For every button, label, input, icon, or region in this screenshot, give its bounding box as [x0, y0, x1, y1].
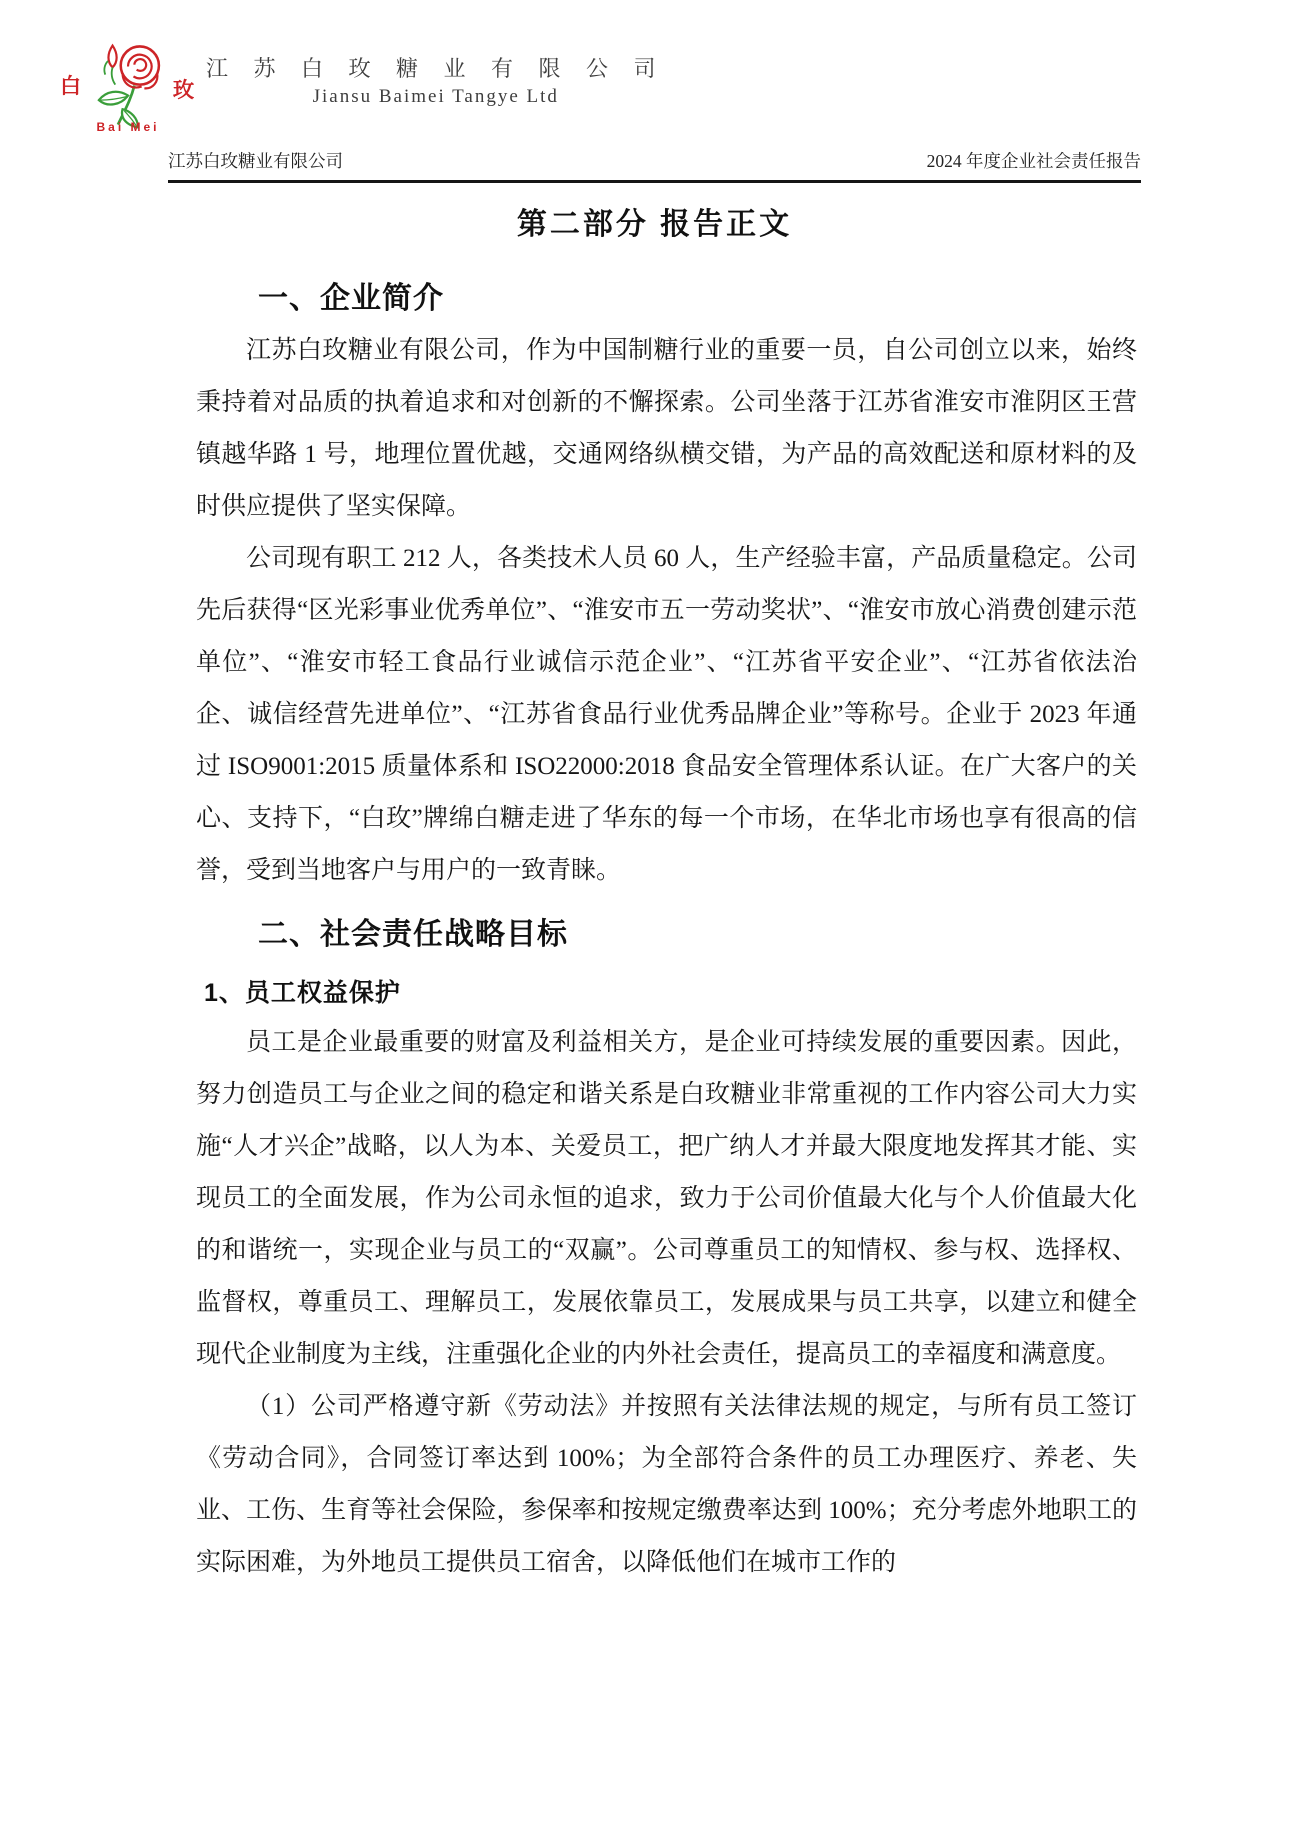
- rose-logo: [60, 38, 196, 134]
- section1-paragraph-2: 公司现有职工 212 人，各类技术人员 60 人，生产经验丰富，产品质量稳定。公司先后获得“区光彩事业优秀单位”、“淮安市五一劳动奖状”、“淮安市放心消费创建示范单位”、“淮安市轻工食品行业诚信示范企业”、“江苏省平安企业”、“江苏省依法治企、诚信经营先进单位”、“江苏省食品行业优秀品牌企业”等称号。企业于 2023 年通过 ISO9001:2015 质量体系和 ISO22000:2018 食品安全管理体系认证。在广大客户的关心、支持下，“白玫”牌绵白糖走进了华东的每一个市场，在华北市场也享有很高的信誉，受到当地客户与用户的一致青睐。: [196, 545, 1137, 884]
- company-name-cn: 江 苏 白 玫 糖 业 有 限 公 司: [206, 56, 666, 81]
- logo-char-bai: 白: [60, 74, 81, 98]
- company-name-en: Jiansu Baimei Tangye Ltd: [312, 86, 559, 107]
- document-title: 第二部分 报告正文: [516, 208, 793, 241]
- section2-sub1-paragraph-1: 员工是企业最重要的财富及利益相关方，是企业可持续发展的重要因素。因此，努力创造员工与企业之间的稳定和谐关系是白玫糖业非常重视的工作内容公司大力实施“人才兴企”战略，以人为本、关爱员工，把广纳人才并最大限度地发挥其才能、实现员工的全面发展，作为公司永恒的追求，致力于公司价值最大化与个人价值最大化的和谐统一，实现企业与员工的“双赢”。公司尊重员工的知情权、参与权、选择权、监督权，尊重员工、理解员工，发展依靠员工，发展成果与员工共享，以建立和健全现代企业制度为主线，注重强化企业的内外社会责任，提高员工的幸福度和满意度。: [196, 1029, 1137, 1368]
- header-left-company: 江苏白玫糖业有限公司: [168, 151, 343, 171]
- letterhead: [60, 38, 1141, 138]
- section2-sub1-paragraph-2: （1）公司严格遵守新《劳动法》并按照有关法律法规的规定，与所有员工签订《劳动合同》，合同签订率达到 100%；为全部符合条件的员工办理医疗、养老、失业、工伤、生育等社会保险，参保率和按规定缴费率达到 100%；充分考虑外地职工的实际困难，为外地员工提供员工宿舍，以降低他们在城市工作的: [196, 1393, 1137, 1576]
- section1-paragraph-1: 江苏白玫糖业有限公司，作为中国制糖行业的重要一员，自公司创立以来，始终秉持着对品质的执着追求和对创新的不懈探索。公司坐落于江苏省淮安市淮阴区王营镇越华路 1 号，地理位置优越，交通网络纵横交错，为产品的高效配送和原材料的及时供应提供了坚实保障。: [196, 337, 1137, 520]
- company-name-block: [206, 52, 666, 108]
- section2-heading: 二、社会责任战略目标: [258, 918, 568, 951]
- section1-heading: 一、企业简介: [258, 282, 444, 315]
- logo-char-mei: 玫: [173, 78, 194, 102]
- logo-caption: Bai Mei: [96, 120, 160, 134]
- running-header: [168, 148, 1141, 183]
- section2-sub1-heading: 1、员工权益保护: [204, 979, 401, 1007]
- header-right-report: 2024 年度企业社会责任报告: [926, 151, 1141, 171]
